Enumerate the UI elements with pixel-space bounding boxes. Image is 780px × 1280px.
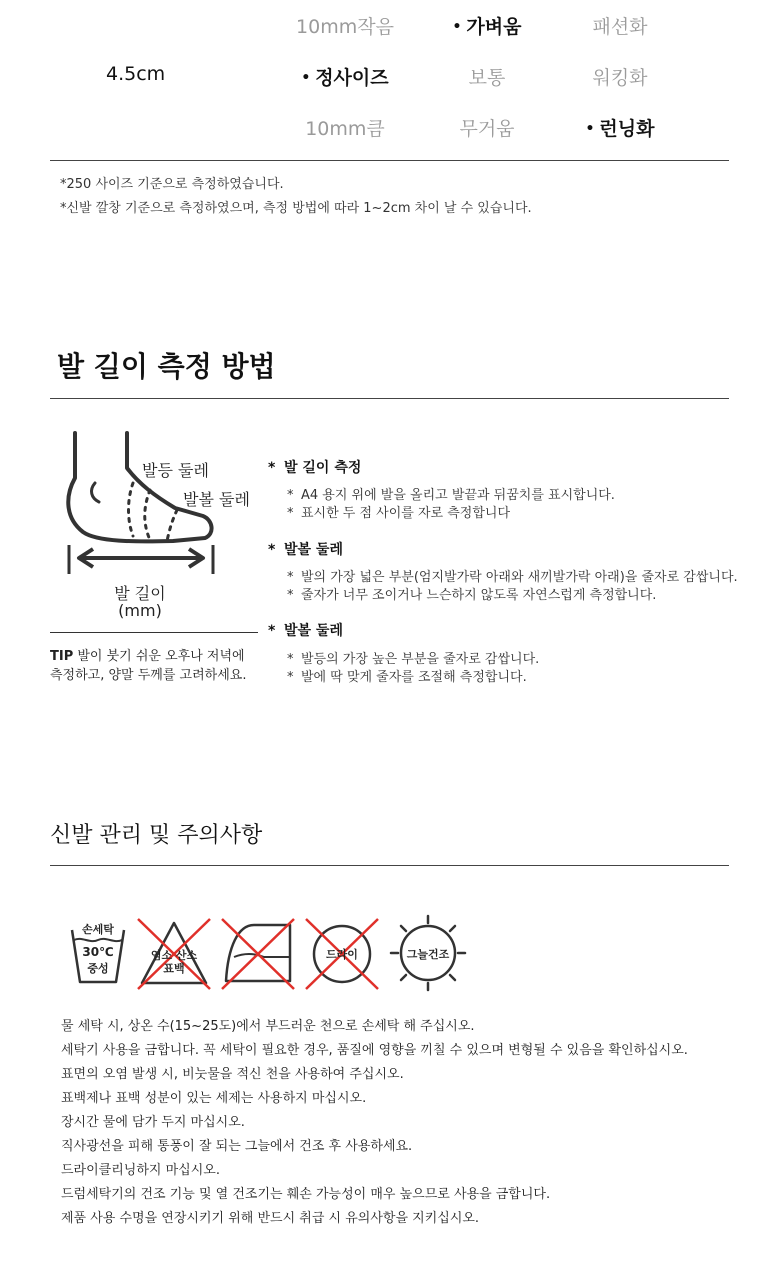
measure-heading-ball: * 발볼 둘레: [268, 542, 343, 558]
measure-heading-length: * 발 길이 측정: [268, 460, 362, 476]
handwash-mode: 중성: [87, 962, 109, 975]
fit-regular-selected: • 정사이즈: [285, 63, 405, 90]
measure-heading-instep: * 발볼 둘레: [268, 623, 343, 639]
tip-label: TIP: [50, 649, 74, 664]
dryclean-label: 드라이: [326, 948, 358, 961]
tip-line-1: 발이 붓기 쉬운 오후나 저녁에: [73, 649, 245, 664]
spec-note-2: *신발 깔창 기준으로 측정하였으며, 측정 방법에 따라 1~2cm 차이 날 수 있습니다.: [60, 201, 532, 216]
care-item: 표백제나 표백 성분이 있는 세제는 사용하지 마십시오.: [61, 1091, 367, 1106]
measure-line: * 발등의 가장 높은 부분을 줄자로 감쌉니다.: [287, 652, 540, 667]
care-item: 드럼세탁기의 건조 기능 및 열 건조기는 훼손 가능성이 매우 높으므로 사용을 금합니다.: [61, 1187, 551, 1202]
fit-small: 10mm작음: [296, 16, 394, 38]
bleach-label-1: 염소 산소: [150, 949, 198, 962]
tip-line-2: 측정하고, 양말 두께를 고려하세요.: [50, 668, 247, 683]
tip-divider: [50, 632, 258, 633]
measure-divider: [50, 398, 729, 399]
instep-label: 발등 둘레: [142, 461, 209, 480]
care-item: 표면의 오염 발생 시, 비눗물을 적신 천을 사용하여 주십시오.: [61, 1067, 404, 1082]
handwash-temp: 30℃: [82, 945, 114, 959]
weight-heavy: 무거움: [459, 118, 515, 140]
care-item: 직사광선을 피해 통풍이 잘 되는 그늘에서 건조 후 사용하세요.: [61, 1139, 413, 1154]
measure-line: * 줄자가 너무 조이거나 느슨하지 않도록 자연스럽게 측정합니다.: [287, 588, 657, 603]
fit-large: 10mm큼: [305, 118, 385, 140]
ball-label: 발볼 둘레: [183, 490, 250, 509]
measure-line: * A4 용지 위에 발을 올리고 발끝과 뒤꿈치를 표시합니다.: [287, 488, 615, 503]
weight-light-selected: • 가벼움: [427, 12, 547, 39]
bleach-label-2: 표백: [163, 962, 185, 975]
measure-line: * 발의 가장 넓은 부분(엄지발가락 아래와 새끼발가락 아래)을 줄자로 감쌉니다.: [287, 570, 738, 585]
measure-line: * 발에 딱 맞게 줄자를 조절해 측정합니다.: [287, 670, 527, 685]
care-item: 물 세탁 시, 상온 수(15~25도)에서 부드러운 천으로 손세탁 해 주십시오.: [61, 1019, 475, 1034]
length-unit: (mm): [118, 601, 162, 620]
length-label: 발 길이: [114, 584, 166, 603]
care-item: 세탁기 사용을 금합니다. 꼭 세탁이 필요한 경우, 품질에 영향을 끼칠 수 있으며 변형될 수 있음을 확인하십시오.: [61, 1043, 688, 1058]
type-running-selected: • 런닝화: [560, 114, 680, 141]
no-iron-icon: [220, 917, 296, 991]
care-item: 장시간 물에 담가 두지 마십시오.: [61, 1115, 245, 1130]
care-item: 제품 사용 수명을 연장시키기 위해 반드시 취급 시 유의사항을 지키십시오.: [61, 1211, 480, 1226]
care-divider: [50, 865, 729, 866]
care-title: 신발 관리 및 주의사항: [50, 823, 263, 848]
heel-height-value: 4.5cm: [106, 63, 166, 85]
tip-box: [50, 647, 246, 685]
type-walking: 워킹화: [592, 67, 648, 89]
care-item: 드라이클리닝하지 마십시오.: [61, 1163, 220, 1178]
spec-note-1: *250 사이즈 기준으로 측정하였습니다.: [60, 177, 284, 192]
handwash-top-label: 손세탁: [82, 923, 114, 936]
weight-normal: 보통: [468, 67, 506, 89]
spec-divider: [50, 160, 729, 161]
type-fashion: 패션화: [592, 16, 648, 38]
measure-line: * 표시한 두 점 사이를 자로 측정합니다: [287, 506, 511, 521]
measure-title: 발 길이 측정 방법: [57, 350, 276, 383]
shade-dry-label: 그늘건조: [406, 948, 450, 961]
